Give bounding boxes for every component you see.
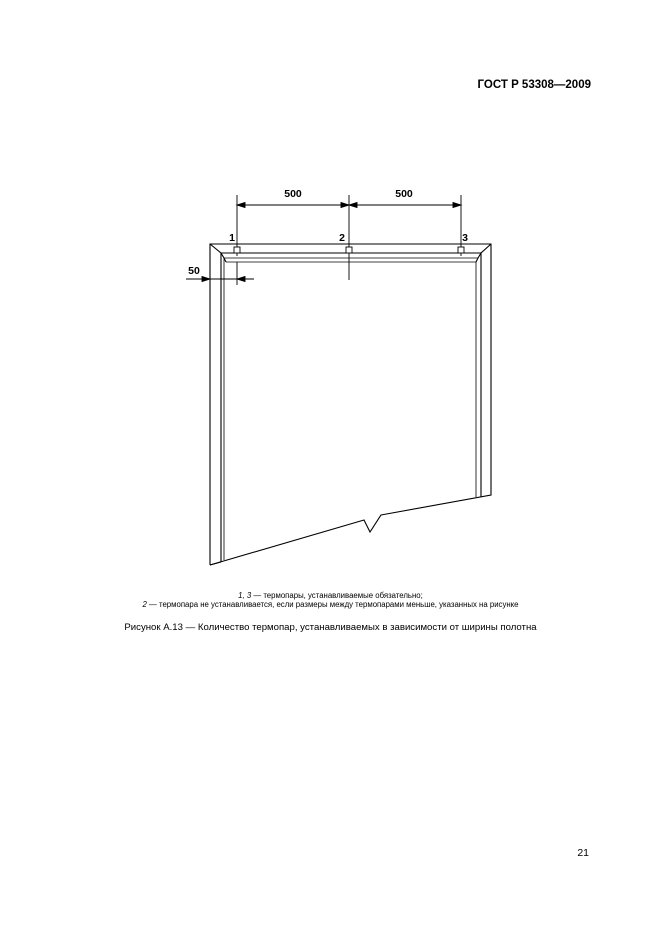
thermocouple-1-label: 1 xyxy=(229,232,235,244)
dim-left-value: 500 xyxy=(284,188,302,200)
thermocouple-3-label: 3 xyxy=(462,232,468,244)
legend-line-1-text: — термопары, устанавливаемые обязательно; xyxy=(251,591,423,600)
thermocouple-2-label: 2 xyxy=(339,232,345,244)
dim-side-value: 50 xyxy=(188,265,200,277)
dim-right-value: 500 xyxy=(395,188,413,200)
thermocouple-2-marker xyxy=(346,247,352,253)
figure-caption: Рисунок А.13 — Количество термопар, устанавливаемых в зависимости от ширины полотна xyxy=(124,622,537,633)
legend-line-1-nums: 1, 3 xyxy=(238,591,252,600)
thermocouple-3-marker xyxy=(458,247,464,253)
legend-line-1 xyxy=(0,591,661,600)
legend-line-2 xyxy=(0,600,661,609)
frame-outer xyxy=(210,244,491,565)
page-number: 21 xyxy=(577,847,589,859)
document-id: ГОСТ Р 53308—2009 xyxy=(477,79,591,91)
thermocouple-1-marker xyxy=(234,247,240,253)
legend-line-2-text: — термопара не устанавливается, если размеры между термопарами меньше, указанных на рисунке xyxy=(146,600,519,609)
legend-line-2-num: 2 xyxy=(142,600,147,609)
